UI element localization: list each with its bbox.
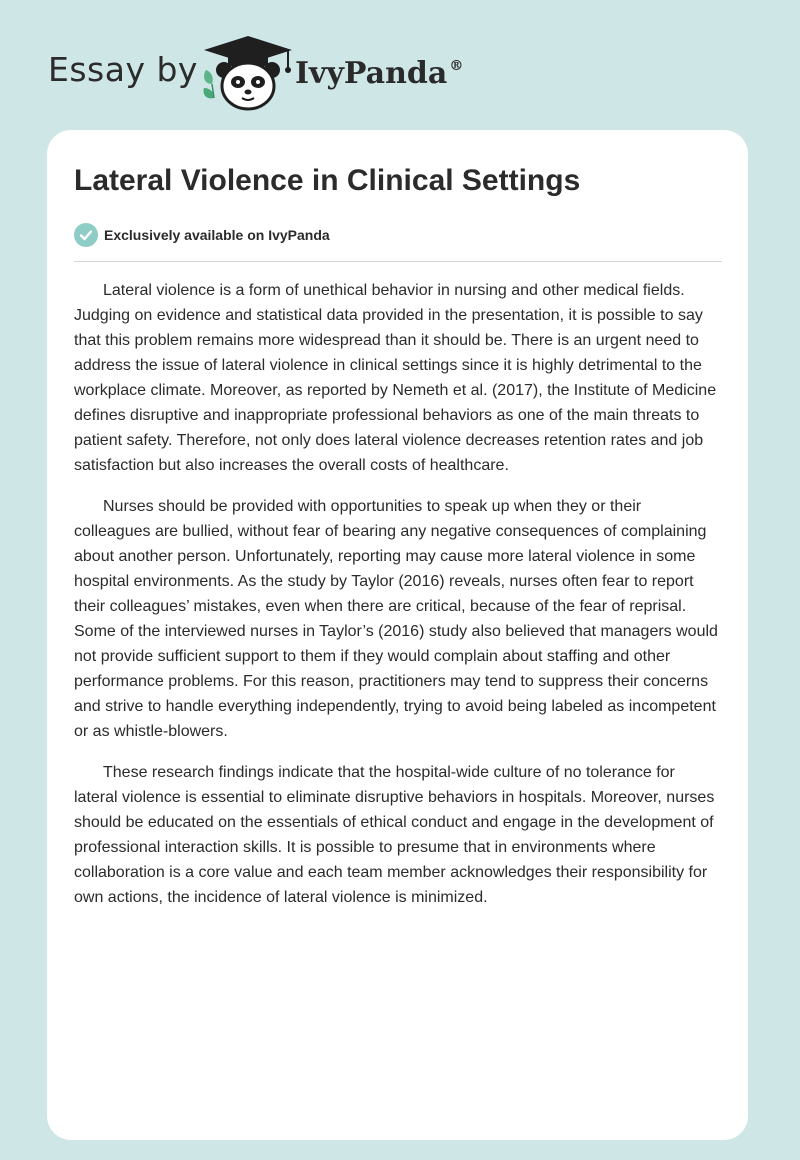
paragraph: Lateral violence is a form of unethical behavior in nursing and other medical fields. Judging on evidence and statistical data provided in the presentation, it is possible to say that this problem remains more widespread than it should be. There is an urgent need to address the issue of lateral violence in clinical settings since it is highly detrimental to the workplace climate. Moreover, as reported by Nemeth et al. (2017), the Institute of Medicine defines disruptive and inappropriate professional behaviors as one of the main threats to patient safety. Therefore, not only does lateral violence decreases retention rates and job satisfaction but also increases the overall costs of healthcare. [74,282,717,474]
registered-mark: ® [449,58,464,74]
brand-name[interactable] [295,56,463,91]
check-circle-icon [74,223,98,247]
site-header [48,28,568,112]
essay-body [74,278,720,926]
paragraph: These research findings indicate that the hospital-wide culture of no tolerance for lateral violence is essential to eliminate disruptive behaviors in hospitals. Moreover, nurses should be educated on the essentials of ethical conduct and engage in the development of professional interaction skills. It is possible to presume that in environments where collaboration is a core value and each team member acknowledges their responsibility for own actions, the incidence of lateral violence is minimized. [74,764,715,906]
panda-graduate-logo-icon[interactable] [200,34,296,114]
essay-card [47,130,748,1140]
essay-by-label: Essay by [48,50,198,89]
brand-name-text: IvyPanda [295,56,448,91]
exclusive-badge [74,222,330,248]
paragraph: Nurses should be provided with opportunities to speak up when they or their colleagues are bullied, without fear of bearing any negative consequences of complaining about another person. Unfortunately, reporting may cause more lateral violence in some hospital environments. As the study by Taylor (2016) reveals, nurses often fear to report their colleagues’ mistakes, even when there are critical, because of the fear of reprisal. Some of the interviewed nurses in Taylor’s (2016) study also believed that managers would not provide sufficient support to them if they would complain about staffing and other performance problems. For this reason, practitioners may tend to suppress their concerns and strive to handle everything independently, trying to avoid being labeled as incompetent or as whistle-blowers. [74,498,718,740]
exclusive-badge-text: Exclusively available on IvyPanda [104,227,330,243]
page-title: Lateral Violence in Clinical Settings [74,164,581,197]
title-divider [74,261,722,262]
